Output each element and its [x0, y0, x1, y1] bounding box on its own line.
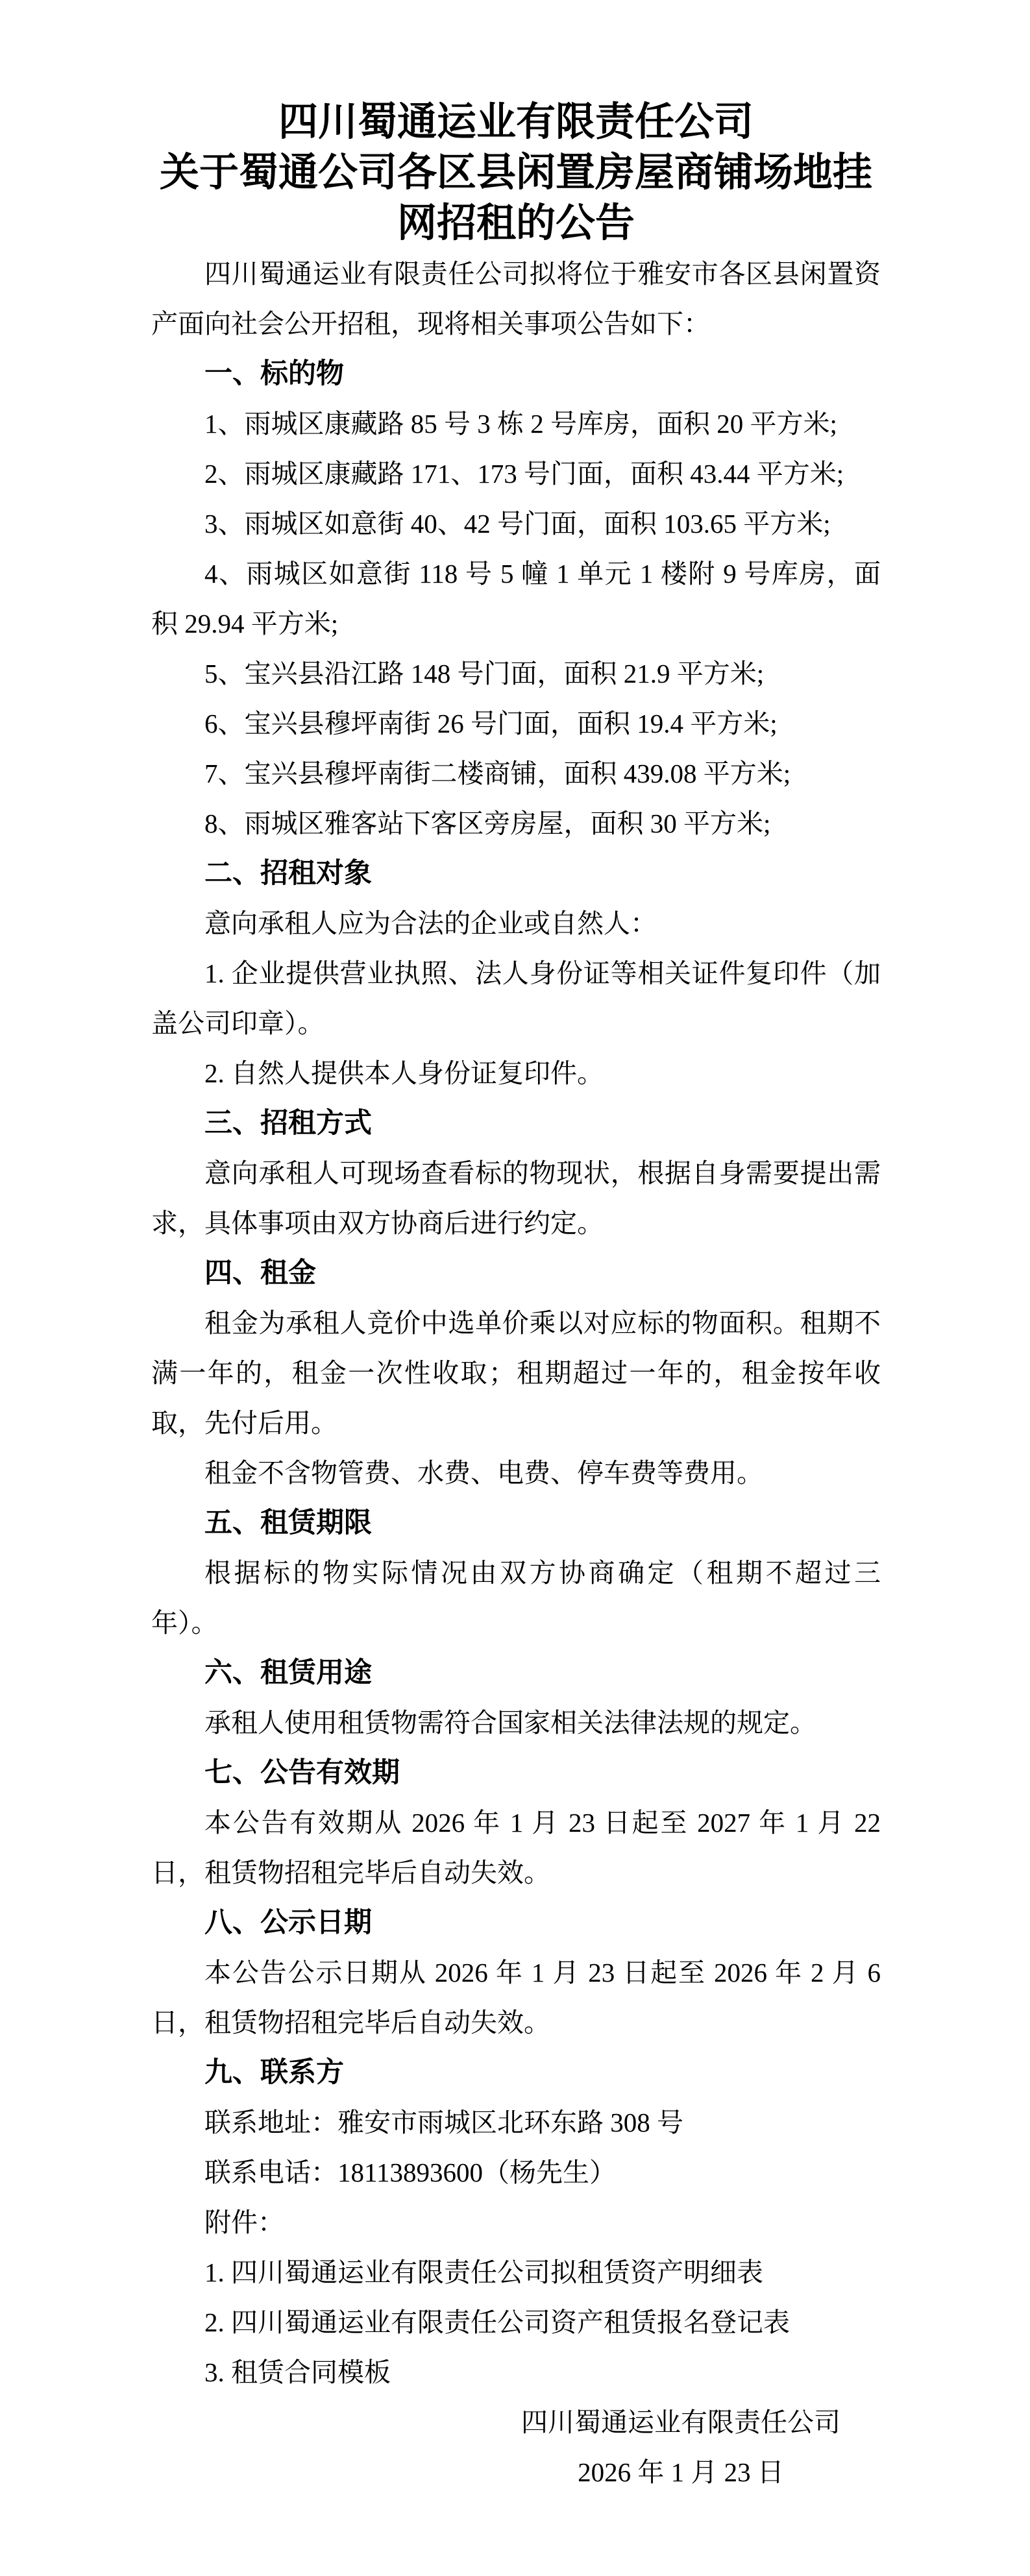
section-heading: 七、公告有效期	[204, 1757, 400, 1788]
section-contact	[151, 2048, 881, 2398]
section-lease-targets	[151, 849, 881, 1099]
section-subject-matter	[151, 349, 881, 849]
paragraph: 根据标的物实际情况由双方协商确定（租期不超过三年）。	[151, 1558, 881, 1638]
paragraph: 2. 自然人提供本人身份证复印件。	[204, 1058, 604, 1088]
document-title-line: 网招租的公告	[397, 202, 635, 245]
section-publicity-period	[151, 1898, 881, 2048]
paragraph: 意向承租人应为合法的企业或自然人：	[204, 908, 657, 938]
attachment-item: 3. 租赁合同模板	[204, 2357, 391, 2387]
paragraph: 租金不含物管费、水费、电费、停车费等费用。	[204, 1458, 763, 1488]
paragraph: 租金为承租人竞价中选单价乘以对应标的物面积。租期不满一年的，租金一次性收取；租期超过一年的，租金按年收取，先付后用。	[151, 1308, 881, 1438]
section-heading: 五、租赁期限	[204, 1507, 372, 1538]
contact-phone: 联系电话：18113893600（杨先生）	[204, 2157, 616, 2187]
section-lease-method	[151, 1099, 881, 1248]
section-validity-period	[151, 1748, 881, 1898]
section-heading: 三、招租方式	[204, 1108, 372, 1139]
section-heading: 八、公示日期	[204, 1907, 372, 1938]
list-item: 4、雨城区如意街 118 号 5 幢 1 单元 1 楼附 9 号库房，面积 29.94 平方米;	[151, 559, 881, 638]
signature-date: 2026 年 1 月 23 日	[578, 2457, 784, 2487]
document-title-line: 四川蜀通运业有限责任公司	[278, 101, 754, 144]
contact-address: 联系地址：雅安市雨城区北环东路 308 号	[204, 2108, 683, 2137]
list-item: 5、宝兴县沿江路 148 号门面，面积 21.9 平方米;	[204, 659, 765, 688]
section-lease-purpose	[151, 1648, 881, 1748]
paragraph: 承租人使用租赁物需符合国家相关法律法规的规定。	[204, 1708, 816, 1738]
document-title-line: 关于蜀通公司各区县闲置房屋商铺场地挂	[159, 151, 872, 195]
intro-paragraph: 四川蜀通运业有限责任公司拟将位于雅安市各区县闲置资产面向社会公开招租，现将相关事项公告如下：	[151, 259, 881, 339]
section-rent	[151, 1248, 881, 1498]
list-item: 7、宝兴县穆坪南街二楼商铺，面积 439.08 平方米;	[204, 759, 791, 788]
list-item: 2、雨城区康藏路 171、173 号门面，面积 43.44 平方米;	[204, 459, 844, 489]
paragraph: 本公告公示日期从 2026 年 1 月 23 日起至 2026 年 2 月 6 日，租赁物招租完毕后自动失效。	[151, 1958, 881, 2037]
list-item: 1、雨城区康藏路 85 号 3 栋 2 号库房，面积 20 平方米;	[204, 409, 837, 439]
document-title	[151, 97, 881, 249]
paragraph: 1. 企业提供营业执照、法人身份证等相关证件复印件（加盖公司印章）。	[151, 958, 881, 1038]
section-heading: 九、联系方	[204, 2057, 344, 2088]
section-heading: 二、招租对象	[204, 858, 372, 889]
list-item: 8、雨城区雅客站下客区旁房屋，面积 30 平方米;	[204, 808, 771, 838]
section-heading: 一、标的物	[204, 358, 344, 389]
paragraph: 意向承租人可现场查看标的物现状，根据自身需要提出需求，具体事项由双方协商后进行约定。	[151, 1158, 881, 1238]
attachment-item: 1. 四川蜀通运业有限责任公司拟租赁资产明细表	[204, 2257, 763, 2287]
signature-block	[521, 2398, 840, 2497]
signature-company: 四川蜀通运业有限责任公司	[521, 2407, 840, 2437]
section-heading: 四、租金	[204, 1258, 316, 1289]
list-item: 3、雨城区如意街 40、42 号门面，面积 103.65 平方米;	[204, 509, 831, 539]
attachments-label: 附件：	[204, 2207, 284, 2237]
paragraph: 本公告有效期从 2026 年 1 月 23 日起至 2027 年 1 月 22 日，租赁物招租完毕后自动失效。	[151, 1808, 881, 1888]
section-heading: 六、租赁用途	[204, 1657, 372, 1688]
list-item: 6、宝兴县穆坪南街 26 号门面，面积 19.4 平方米;	[204, 709, 778, 738]
section-lease-term	[151, 1498, 881, 1648]
attachment-item: 2. 四川蜀通运业有限责任公司资产租赁报名登记表	[204, 2307, 790, 2337]
